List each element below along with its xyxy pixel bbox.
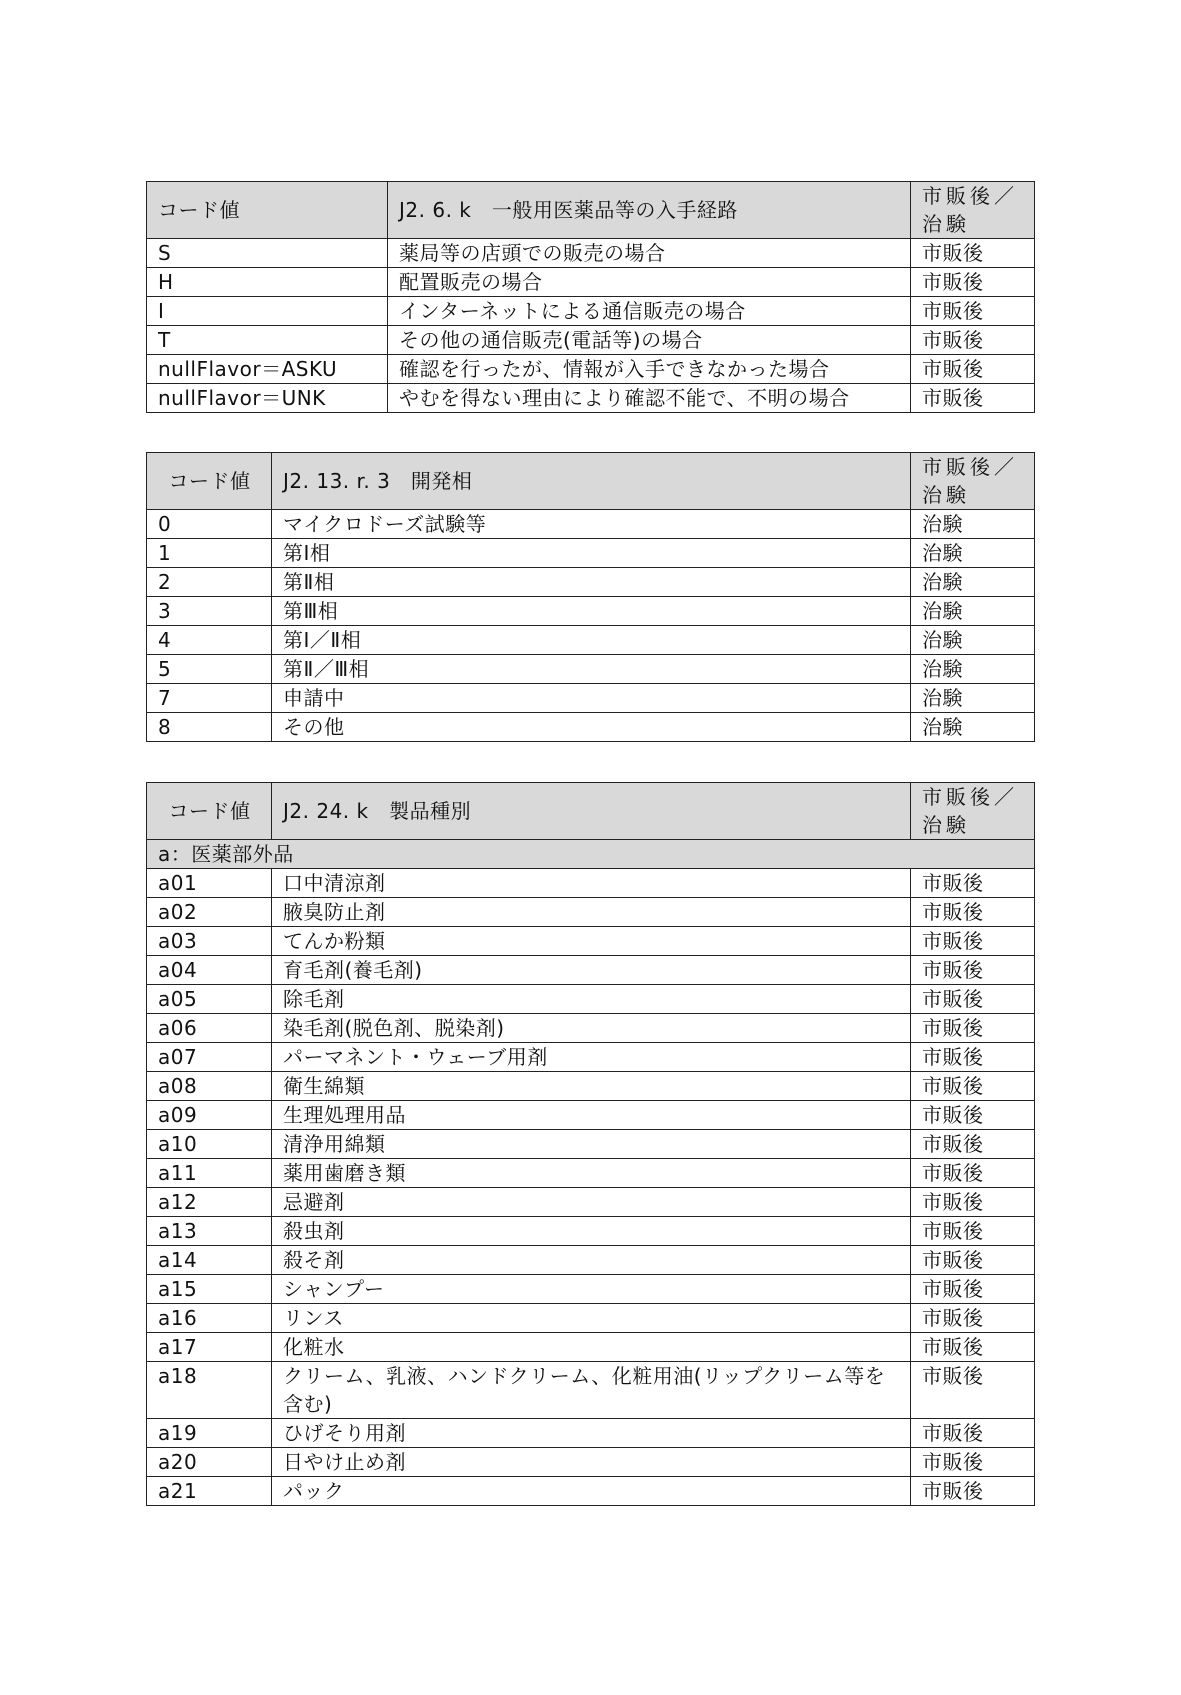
table-row — [147, 1159, 1035, 1188]
table-row — [147, 1275, 1035, 1304]
table-header-row — [147, 783, 1035, 840]
code-cell: a11 — [147, 1159, 272, 1188]
code-cell: 0 — [147, 510, 272, 539]
code-cell: a06 — [147, 1014, 272, 1043]
code-cell: a12 — [147, 1188, 272, 1217]
description-cell: 薬局等の店頭での販売の場合 — [388, 239, 911, 268]
status-cell: 市販後 — [911, 985, 1035, 1014]
code-cell: 1 — [147, 539, 272, 568]
description-cell: その他の通信販売(電話等)の場合 — [388, 326, 911, 355]
table-row — [147, 568, 1035, 597]
description-cell: 除毛剤 — [272, 985, 911, 1014]
code-cell: 8 — [147, 713, 272, 742]
code-cell: a07 — [147, 1043, 272, 1072]
status-cell: 市販後 — [911, 898, 1035, 927]
status-cell: 市販後 — [911, 1419, 1035, 1448]
status-cell: 治験 — [911, 510, 1035, 539]
description-cell: マイクロドーズ試験等 — [272, 510, 911, 539]
description-cell: 配置販売の場合 — [388, 268, 911, 297]
description-cell: 第Ⅱ／Ⅲ相 — [272, 655, 911, 684]
code-cell: a10 — [147, 1130, 272, 1159]
description-cell: 確認を行ったが、情報が入手できなかった場合 — [388, 355, 911, 384]
description-cell: 忌避剤 — [272, 1188, 911, 1217]
code-cell: 4 — [147, 626, 272, 655]
status-cell: 市販後 — [911, 1246, 1035, 1275]
status-cell: 市販後 — [911, 1333, 1035, 1362]
description-cell: 清浄用綿類 — [272, 1130, 911, 1159]
status-cell: 市販後 — [911, 1217, 1035, 1246]
description-cell: やむを得ない理由により確認不能で、不明の場合 — [388, 384, 911, 413]
table-row — [147, 355, 1035, 384]
table-row — [147, 326, 1035, 355]
status-cell: 市販後 — [911, 869, 1035, 898]
status-cell: 市販後 — [911, 239, 1035, 268]
code-cell: a15 — [147, 1275, 272, 1304]
code-cell: a04 — [147, 956, 272, 985]
code-cell: a17 — [147, 1333, 272, 1362]
status-cell: 市販後 — [911, 268, 1035, 297]
status-cell: 市販後 — [911, 1130, 1035, 1159]
status-cell: 市販後 — [911, 297, 1035, 326]
description-cell: 殺虫剤 — [272, 1217, 911, 1246]
table-row — [147, 1333, 1035, 1362]
code-cell: a20 — [147, 1448, 272, 1477]
code-cell: a08 — [147, 1072, 272, 1101]
description-cell: てんか粉類 — [272, 927, 911, 956]
group-label: a：医薬部外品 — [147, 840, 1035, 869]
table-row — [147, 297, 1035, 326]
table-row — [147, 1101, 1035, 1130]
status-cell: 市販後 — [911, 1275, 1035, 1304]
description-cell: 第Ⅲ相 — [272, 597, 911, 626]
code-column-header: コード値 — [147, 783, 272, 840]
table-row — [147, 985, 1035, 1014]
table-row — [147, 684, 1035, 713]
code-cell: a18 — [147, 1362, 272, 1419]
table-header-row — [147, 182, 1035, 239]
table-title-header: J2. 13. r. 3 開発相 — [272, 453, 911, 510]
description-cell: 第Ⅰ／Ⅱ相 — [272, 626, 911, 655]
table-row — [147, 539, 1035, 568]
table-row — [147, 1188, 1035, 1217]
description-cell: リンス — [272, 1304, 911, 1333]
table-row — [147, 1043, 1035, 1072]
code-cell: a09 — [147, 1101, 272, 1130]
status-cell: 治験 — [911, 713, 1035, 742]
status-cell: 市販後 — [911, 326, 1035, 355]
description-cell: その他 — [272, 713, 911, 742]
table-row — [147, 1072, 1035, 1101]
code-cell: a05 — [147, 985, 272, 1014]
code-cell: T — [147, 326, 388, 355]
code-cell: 2 — [147, 568, 272, 597]
status-cell: 治験 — [911, 626, 1035, 655]
table-row — [147, 927, 1035, 956]
table-row — [147, 869, 1035, 898]
status-cell: 市販後 — [911, 1043, 1035, 1072]
status-cell: 市販後 — [911, 1159, 1035, 1188]
development-phase-table — [146, 452, 1035, 742]
status-cell: 市販後 — [911, 1101, 1035, 1130]
table-row — [147, 713, 1035, 742]
table-row — [147, 510, 1035, 539]
description-cell: パック — [272, 1477, 911, 1506]
status-cell: 市販後 — [911, 1448, 1035, 1477]
code-cell: nullFlavor＝ASKU — [147, 355, 388, 384]
code-cell: a02 — [147, 898, 272, 927]
status-column-header: 市販後／治験 — [911, 453, 1035, 510]
code-cell: a16 — [147, 1304, 272, 1333]
status-cell: 市販後 — [911, 1188, 1035, 1217]
status-cell: 治験 — [911, 684, 1035, 713]
status-cell: 市販後 — [911, 1072, 1035, 1101]
table-row — [147, 1130, 1035, 1159]
description-cell: 染毛剤(脱色剤、脱染剤) — [272, 1014, 911, 1043]
table-row — [147, 597, 1035, 626]
table-row — [147, 1362, 1035, 1419]
description-cell: 育毛剤(養毛剤) — [272, 956, 911, 985]
status-cell: 市販後 — [911, 384, 1035, 413]
table-header-row — [147, 453, 1035, 510]
code-cell: 3 — [147, 597, 272, 626]
description-cell: インターネットによる通信販売の場合 — [388, 297, 911, 326]
description-cell: ひげそり用剤 — [272, 1419, 911, 1448]
code-cell: a19 — [147, 1419, 272, 1448]
code-cell: nullFlavor＝UNK — [147, 384, 388, 413]
status-column-header: 市販後／治験 — [911, 783, 1035, 840]
description-cell: 生理処理用品 — [272, 1101, 911, 1130]
table-row — [147, 384, 1035, 413]
code-cell: S — [147, 239, 388, 268]
status-cell: 市販後 — [911, 1304, 1035, 1333]
table-row — [147, 268, 1035, 297]
table-row — [147, 626, 1035, 655]
table-group-row — [147, 840, 1035, 869]
status-cell: 市販後 — [911, 1477, 1035, 1506]
table-row — [147, 1246, 1035, 1275]
table-title-header: J2. 6. k 一般用医薬品等の入手経路 — [388, 182, 911, 239]
table-row — [147, 239, 1035, 268]
status-cell: 市販後 — [911, 956, 1035, 985]
description-cell: 衛生綿類 — [272, 1072, 911, 1101]
status-cell: 治験 — [911, 597, 1035, 626]
status-cell: 治験 — [911, 568, 1035, 597]
description-cell: 腋臭防止剤 — [272, 898, 911, 927]
code-cell: a21 — [147, 1477, 272, 1506]
code-cell: H — [147, 268, 388, 297]
code-cell: a03 — [147, 927, 272, 956]
status-cell: 市販後 — [911, 1362, 1035, 1419]
status-column-header: 市販後／治験 — [911, 182, 1035, 239]
description-cell: 化粧水 — [272, 1333, 911, 1362]
description-cell: 日やけ止め剤 — [272, 1448, 911, 1477]
description-cell: 第Ⅰ相 — [272, 539, 911, 568]
status-cell: 市販後 — [911, 927, 1035, 956]
description-cell: クリーム、乳液、ハンドクリーム、化粧用油(リップクリーム等を含む) — [272, 1362, 911, 1419]
acquisition-route-table — [146, 181, 1035, 413]
code-column-header: コード値 — [147, 182, 388, 239]
table-row — [147, 1014, 1035, 1043]
status-cell: 治験 — [911, 655, 1035, 684]
status-cell: 市販後 — [911, 1014, 1035, 1043]
table-row — [147, 1448, 1035, 1477]
code-cell: a13 — [147, 1217, 272, 1246]
table-row — [147, 1304, 1035, 1333]
code-cell: 7 — [147, 684, 272, 713]
table-row — [147, 956, 1035, 985]
code-column-header: コード値 — [147, 453, 272, 510]
table-row — [147, 1477, 1035, 1506]
description-cell: 申請中 — [272, 684, 911, 713]
description-cell: 口中清涼剤 — [272, 869, 911, 898]
description-cell: 第Ⅱ相 — [272, 568, 911, 597]
table-row — [147, 1419, 1035, 1448]
description-cell: パーマネント・ウェーブ用剤 — [272, 1043, 911, 1072]
status-cell: 治験 — [911, 539, 1035, 568]
code-cell: a01 — [147, 869, 272, 898]
description-cell: 殺そ剤 — [272, 1246, 911, 1275]
status-cell: 市販後 — [911, 355, 1035, 384]
code-cell: I — [147, 297, 388, 326]
code-cell: a14 — [147, 1246, 272, 1275]
table-row — [147, 898, 1035, 927]
table-row — [147, 1217, 1035, 1246]
table-row — [147, 655, 1035, 684]
table-title-header: J2. 24. k 製品種別 — [272, 783, 911, 840]
description-cell: 薬用歯磨き類 — [272, 1159, 911, 1188]
code-cell: 5 — [147, 655, 272, 684]
product-type-table — [146, 782, 1035, 1506]
description-cell: シャンプー — [272, 1275, 911, 1304]
